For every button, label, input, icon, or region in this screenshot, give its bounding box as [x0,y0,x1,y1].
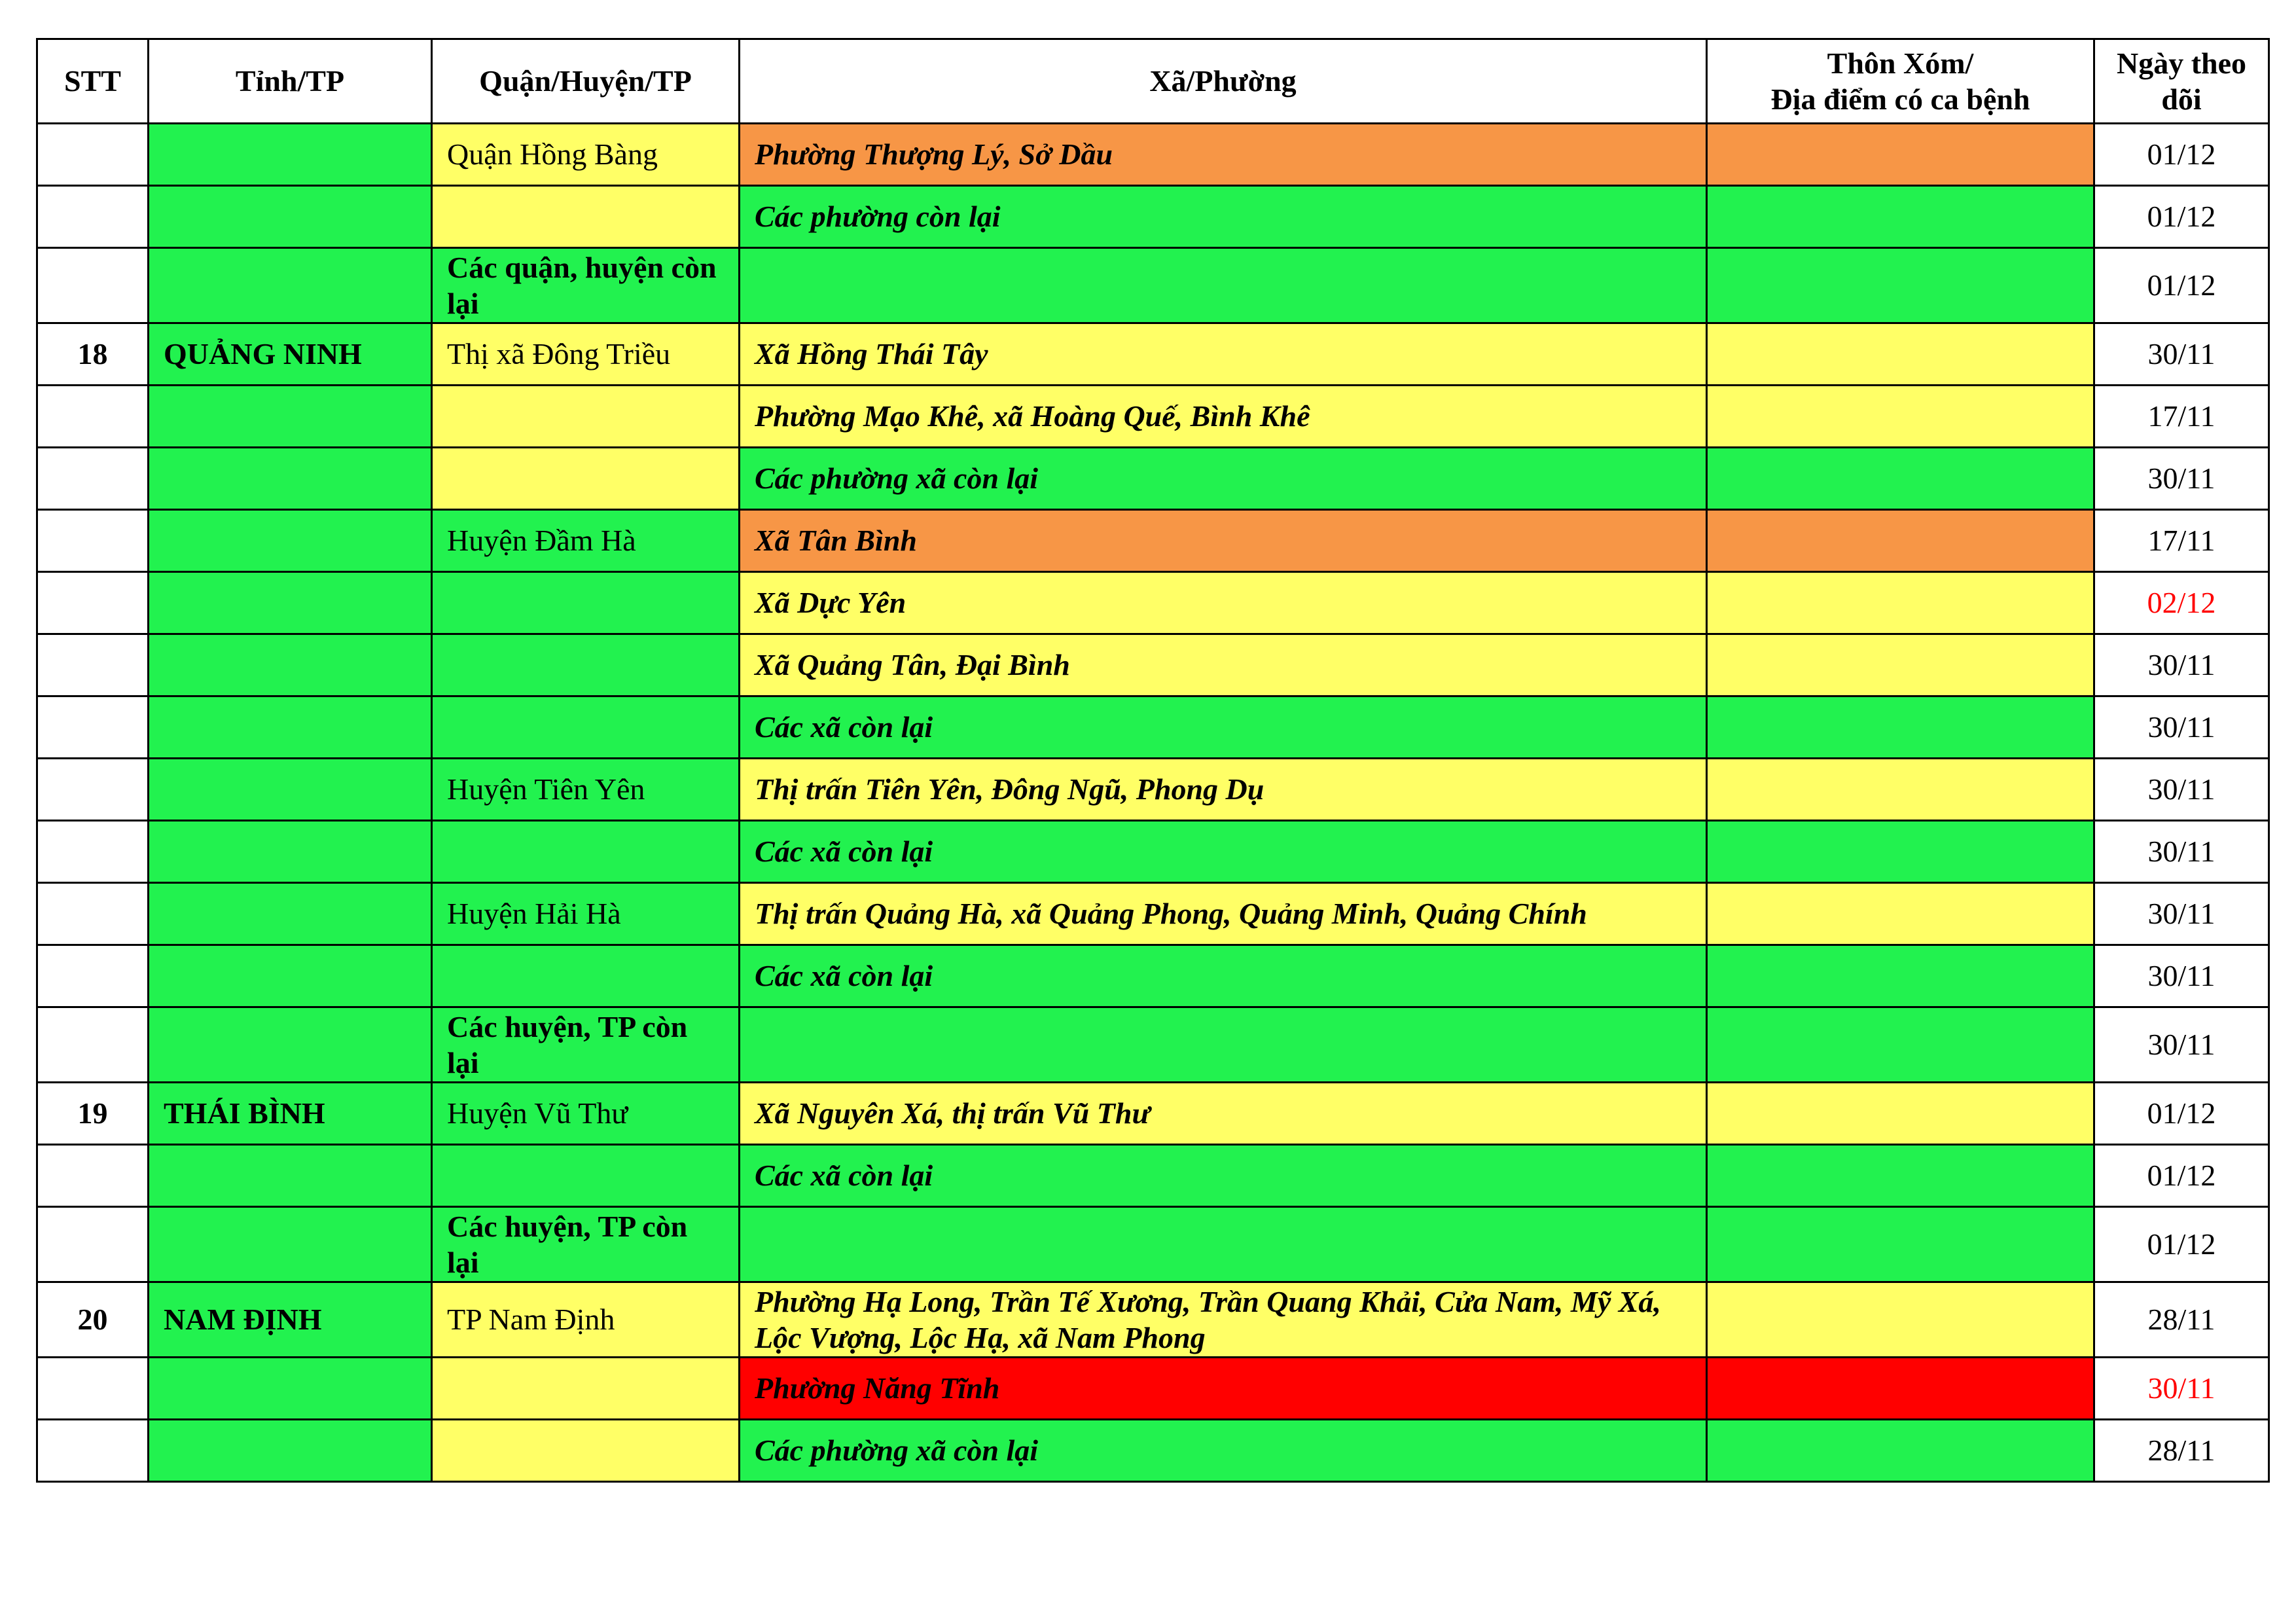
hamlet-cell [1707,510,2094,572]
ward-cell: Các phường còn lại [740,186,1707,248]
district-cell: Huyện Vũ Thư [432,1083,740,1145]
province-cell [149,186,432,248]
district-cell: Quận Hồng Bàng [432,124,740,186]
table-row [37,634,2269,696]
ward-cell: Các xã còn lại [740,1145,1707,1207]
hamlet-cell [1707,759,2094,821]
date-cell: 30/11 [2094,945,2269,1007]
ward-cell: Xã Nguyên Xá, thị trấn Vũ Thư [740,1083,1707,1145]
stt-cell [37,572,149,634]
header-hamlet-line2: Địa điểm có ca bệnh [1770,82,2030,116]
ward-cell: Phường Thượng Lý, Sở Dầu [740,124,1707,186]
district-cell [432,696,740,759]
date-cell: 02/12 [2094,572,2269,634]
date-cell: 30/11 [2094,323,2269,386]
date-cell: 28/11 [2094,1282,2269,1358]
stt-cell [37,759,149,821]
table-row [37,1282,2269,1358]
ward-cell [740,248,1707,323]
district-cell: Các quận, huyện còn lại [432,248,740,323]
hamlet-cell [1707,248,2094,323]
stt-cell: 20 [37,1282,149,1358]
date-cell: 01/12 [2094,1207,2269,1282]
hamlet-cell [1707,1358,2094,1420]
district-cell [432,1145,740,1207]
province-cell [149,572,432,634]
district-cell: Huyện Tiên Yên [432,759,740,821]
stt-cell [37,945,149,1007]
date-cell: 30/11 [2094,883,2269,945]
hamlet-cell [1707,696,2094,759]
header-stt: STT [37,39,149,124]
date-cell: 30/11 [2094,1358,2269,1420]
stt-cell [37,1358,149,1420]
hamlet-cell [1707,1420,2094,1482]
ward-cell: Các xã còn lại [740,945,1707,1007]
province-cell [149,1207,432,1282]
province-cell [149,1145,432,1207]
district-cell [432,634,740,696]
stt-cell [37,883,149,945]
ward-cell: Phường Mạo Khê, xã Hoàng Quế, Bình Khê [740,386,1707,448]
date-cell: 01/12 [2094,124,2269,186]
table-row [37,510,2269,572]
ward-cell: Xã Hồng Thái Tây [740,323,1707,386]
table-row [37,448,2269,510]
header-date: Ngày theo dõi [2094,39,2269,124]
ward-cell [740,1007,1707,1083]
province-cell [149,248,432,323]
table-row [37,186,2269,248]
district-cell [432,945,740,1007]
district-cell [432,572,740,634]
ward-cell: Các phường xã còn lại [740,448,1707,510]
ward-cell: Xã Dực Yên [740,572,1707,634]
hamlet-cell [1707,448,2094,510]
table-row [37,323,2269,386]
hamlet-cell [1707,883,2094,945]
stt-cell: 18 [37,323,149,386]
table-row [37,1007,2269,1083]
stt-cell [37,124,149,186]
hamlet-cell [1707,1083,2094,1145]
district-cell: TP Nam Định [432,1282,740,1358]
ward-cell: Phường Hạ Long, Trần Tế Xương, Trần Quang Khải, Cửa Nam, Mỹ Xá, Lộc Vượng, Lộc Hạ, xã Nam Phong [740,1282,1707,1358]
hamlet-cell [1707,572,2094,634]
table-row [37,883,2269,945]
province-cell [149,1420,432,1482]
date-cell: 30/11 [2094,821,2269,883]
hamlet-cell [1707,821,2094,883]
date-cell: 30/11 [2094,1007,2269,1083]
table-row [37,696,2269,759]
province-cell [149,759,432,821]
province-cell [149,945,432,1007]
date-cell: 30/11 [2094,696,2269,759]
header-ward: Xã/Phường [740,39,1707,124]
stt-cell [37,821,149,883]
district-cell [432,1358,740,1420]
table-row [37,759,2269,821]
hamlet-cell [1707,634,2094,696]
header-hamlet-line1: Thôn Xóm/ [1827,46,1974,80]
province-cell: THÁI BÌNH [149,1083,432,1145]
province-cell [149,510,432,572]
table-row [37,1358,2269,1420]
stt-cell [37,634,149,696]
district-cell: Huyện Đầm Hà [432,510,740,572]
province-cell [149,883,432,945]
province-cell [149,448,432,510]
ward-cell: Thị trấn Quảng Hà, xã Quảng Phong, Quảng Minh, Quảng Chính [740,883,1707,945]
table-row [37,1420,2269,1482]
table-row [37,572,2269,634]
stt-cell [37,1145,149,1207]
hamlet-cell [1707,1145,2094,1207]
district-cell: Huyện Hải Hà [432,883,740,945]
table-row [37,1207,2269,1282]
stt-cell [37,1420,149,1482]
date-cell: 17/11 [2094,386,2269,448]
table-row [37,945,2269,1007]
ward-cell: Xã Quảng Tân, Đại Bình [740,634,1707,696]
stt-cell [37,510,149,572]
stt-cell [37,386,149,448]
province-cell [149,634,432,696]
district-cell: Thị xã Đông Triều [432,323,740,386]
stt-cell [37,696,149,759]
hamlet-cell [1707,323,2094,386]
hamlet-cell [1707,386,2094,448]
hamlet-cell [1707,1282,2094,1358]
hamlet-cell [1707,1207,2094,1282]
date-cell: 01/12 [2094,1083,2269,1145]
ward-cell: Phường Năng Tĩnh [740,1358,1707,1420]
province-cell: NAM ĐỊNH [149,1282,432,1358]
date-cell: 30/11 [2094,448,2269,510]
table-body [37,124,2269,1482]
ward-cell: Các phường xã còn lại [740,1420,1707,1482]
district-cell [432,448,740,510]
date-cell: 30/11 [2094,759,2269,821]
header-row [37,39,2269,124]
stt-cell [37,1007,149,1083]
stt-cell [37,186,149,248]
stt-cell [37,1207,149,1282]
district-cell: Các huyện, TP còn lại [432,1007,740,1083]
table-row [37,386,2269,448]
district-cell [432,821,740,883]
district-cell [432,186,740,248]
province-cell [149,821,432,883]
table-row [37,124,2269,186]
province-cell [149,1007,432,1083]
header-hamlet [1707,39,2094,124]
date-cell: 17/11 [2094,510,2269,572]
stt-cell [37,248,149,323]
table-row [37,821,2269,883]
district-cell [432,386,740,448]
province-cell [149,386,432,448]
ward-cell: Thị trấn Tiên Yên, Đông Ngũ, Phong Dụ [740,759,1707,821]
hamlet-cell [1707,124,2094,186]
hamlet-cell [1707,186,2094,248]
ward-cell: Xã Tân Bình [740,510,1707,572]
date-cell: 01/12 [2094,186,2269,248]
hamlet-cell [1707,945,2094,1007]
table-row [37,1083,2269,1145]
header-province: Tỉnh/TP [149,39,432,124]
province-cell: QUẢNG NINH [149,323,432,386]
province-cell [149,1358,432,1420]
district-cell: Các huyện, TP còn lại [432,1207,740,1282]
ward-cell: Các xã còn lại [740,821,1707,883]
date-cell: 28/11 [2094,1420,2269,1482]
date-cell: 01/12 [2094,248,2269,323]
stt-cell: 19 [37,1083,149,1145]
province-cell [149,696,432,759]
header-district: Quận/Huyện/TP [432,39,740,124]
ward-cell: Các xã còn lại [740,696,1707,759]
ward-cell [740,1207,1707,1282]
date-cell: 30/11 [2094,634,2269,696]
table-row [37,1145,2269,1207]
covid-risk-level-table [36,38,2270,1483]
stt-cell [37,448,149,510]
province-cell [149,124,432,186]
date-cell: 01/12 [2094,1145,2269,1207]
district-cell [432,1420,740,1482]
table-row [37,248,2269,323]
hamlet-cell [1707,1007,2094,1083]
